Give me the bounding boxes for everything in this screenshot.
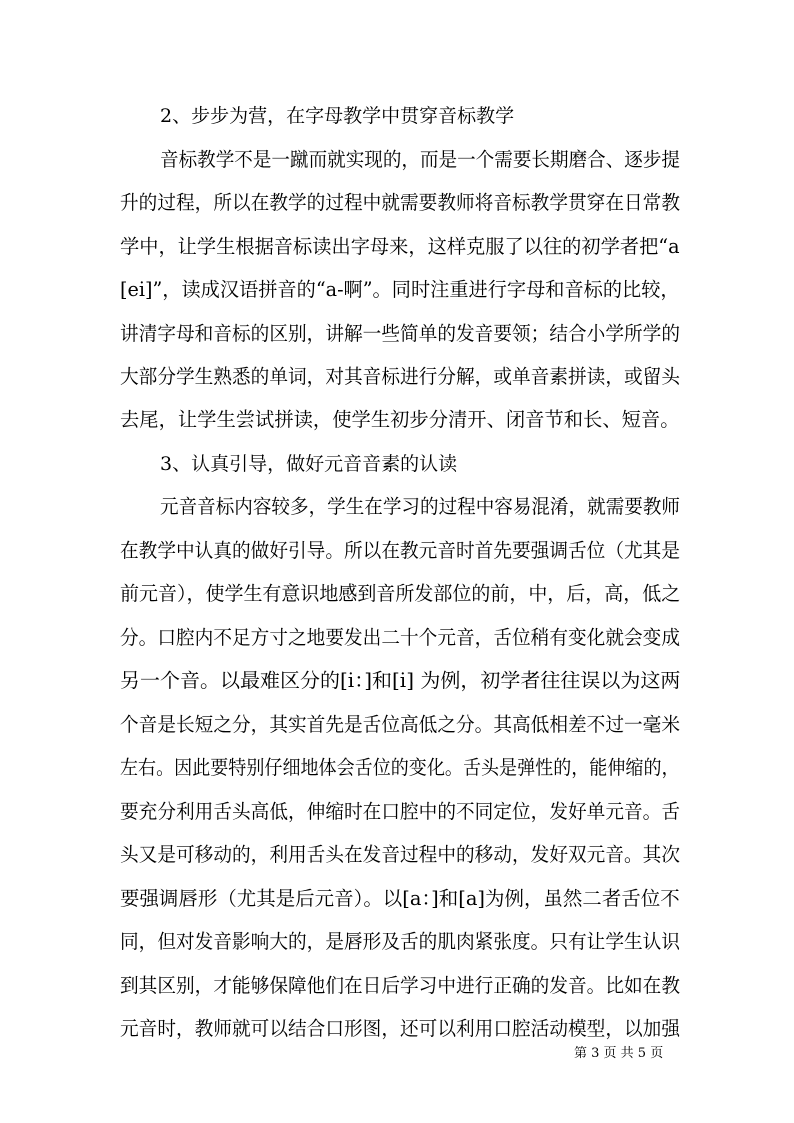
paragraph-line: 要充分利用舌头高低，伸缩时在口腔中的不同定位，发好单元音。舌 [120,800,681,823]
paragraph-line: 头又是可移动的，利用舌头在发音过程中的移动，发好双元音。其次 [120,843,681,866]
paragraph-line: 在教学中认真的做好引导。所以在教元音时首先要强调舌位（尤其是 [120,539,681,562]
paragraph-line: 大部分学生熟悉的单词，对其音标进行分解，或单音素拼读，或留头 [120,365,681,388]
paragraph-line: 升的过程，所以在教学的过程中就需要教师将音标教学贯穿在日常教 [120,191,681,214]
paragraph-line: 分。口腔内不足方寸之地要发出二十个元音，舌位稍有变化就会变成 [120,626,681,649]
paragraph-line: 另一个音。以最难区分的[i：]和[i] 为例，初学者往往误以为这两 [120,669,681,692]
paragraph-line: 左右。因此要特别仔细地体会舌位的变化。舌头是弹性的，能伸缩的， [120,756,680,779]
paragraph-line: 音标教学不是一蹴而就实现的，而是一个需要长期磨合、逐步提 [160,148,681,171]
paragraph-line: 同，但对发音影响大的，是唇形及舌的肌肉紧张度。只有让学生认识 [120,930,681,953]
paragraph-line: 元音音标内容较多，学生在学习的过程中容易混淆，就需要教师 [160,495,681,518]
paragraph-line: 学中，让学生根据音标读出字母来，这样克服了以往的初学者把“a [120,235,680,258]
paragraph-line: 去尾，让学生尝试拼读，使学生初步分清开、闭音节和长、短音。 [120,408,680,431]
paragraph-line: 讲清字母和音标的区别，讲解一些简单的发音要领；结合小学所学的 [120,322,681,345]
paragraph-line: 元音时，教师就可以结合口形图，还可以利用口腔活动模型，以加强 [120,1017,681,1040]
page-number-footer: 第 3 页 共 5 页 [574,1046,664,1061]
paragraph-line: [ei]”，读成汉语拼音的“a-啊”。同时注重进行字母和音标的比较， [120,278,680,301]
section-heading-2: 2、步步为营，在字母教学中贯穿音标教学 [160,105,515,127]
section-heading-3: 3、认真引导，做好元音音素的认读 [160,453,458,475]
paragraph-line: 到其区别，才能够保障他们在日后学习中进行正确的发音。比如在教 [120,974,681,997]
paragraph-line: 要强调唇形（尤其是后元音）。以[a：]和[a]为例，虽然二者舌位不 [120,887,680,910]
paragraph-line: 个音是长短之分，其实首先是舌位高低之分。其高低相差不过一毫米 [120,713,681,736]
paragraph-line: 前元音），使学生有意识地感到音所发部位的前，中，后，高，低之 [120,582,681,605]
